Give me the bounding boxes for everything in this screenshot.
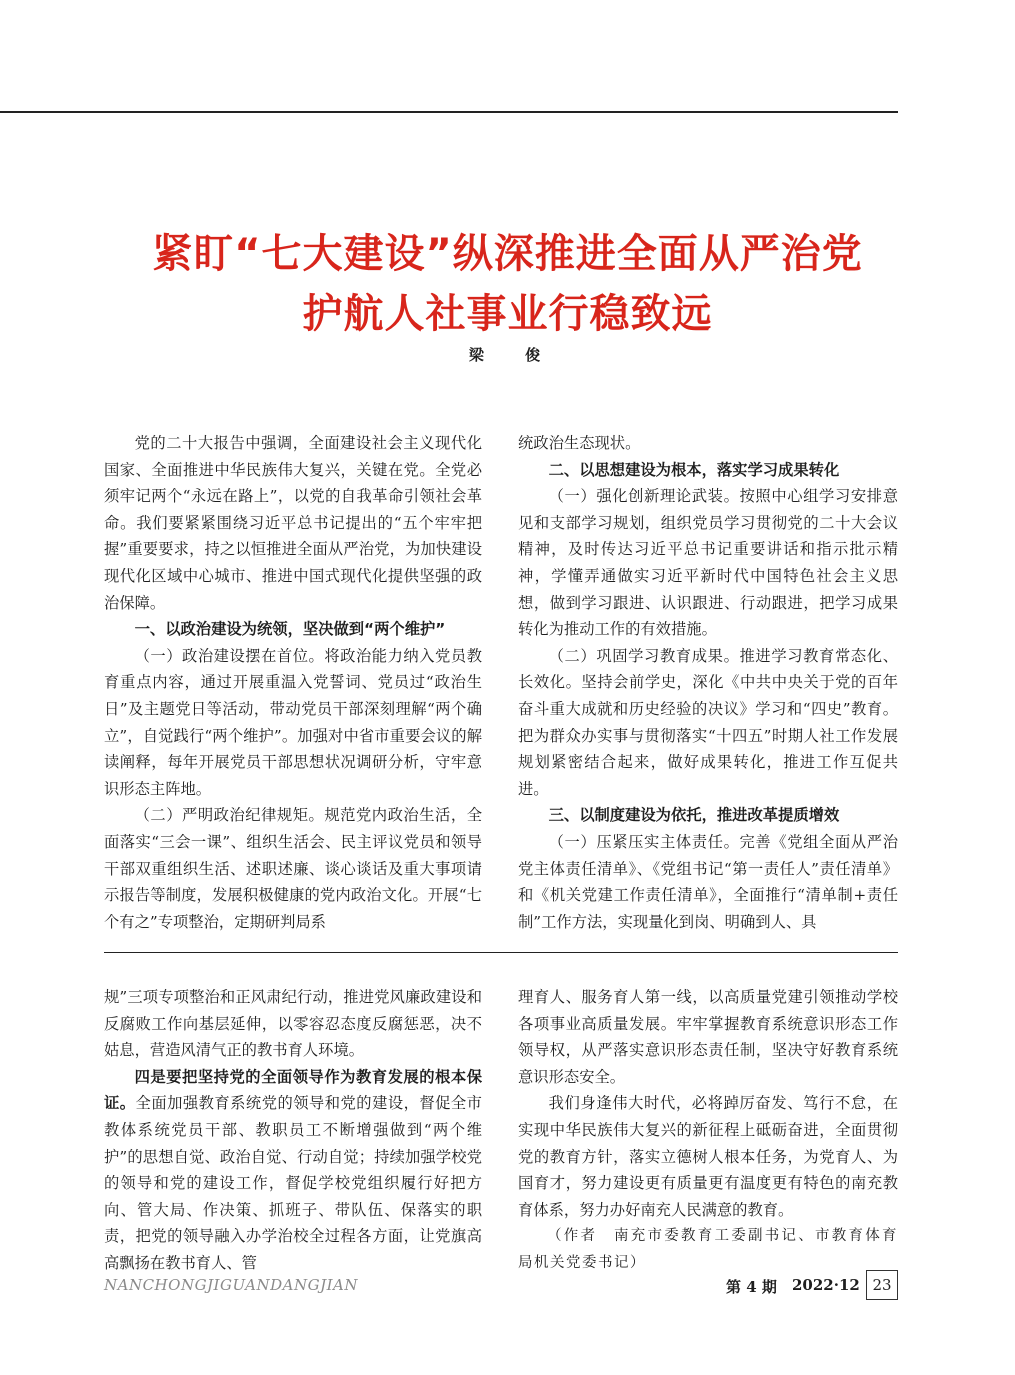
issue-number: 第 4 期 [726, 1278, 777, 1296]
section-heading: 一、以政治建设为统领，坚决做到“两个维护” [134, 620, 446, 639]
article-author: 梁 俊 [468, 346, 559, 364]
paragraph: 党的二十大报告中强调，全面建设社会主义现代化国家、全面推进中华民族伟大复兴，关键在党。全党必须牢记两个“永远在路上”，以党的自我革命引领社会革命。我们要紧紧围绕习近平总书记提出的“五个牢牢把握”重要要求，持之以恒推进全面从严治党，为加快建设现代化区域中心城市、推进中国式现代化提供坚强的政治保障。 [104, 434, 482, 612]
paragraph: （一）压紧压实主体责任。完善《党组全面从严治党主体责任清单》、《党组书记“第一责任人”责任清单》和《机关党建工作责任清单》，全面推行“清单制+责任制”工作方法，实现量化到岗、明确到人、具 [518, 832, 898, 931]
paragraph [104, 1064, 482, 1277]
paragraph: （二）严明政治纪律规矩。规范党内政治生活，全面落实“三会一课”、组织生活会、民主评议党员和领导干部双重组织生活、述职述廉、谈心谈话及重大事项请示报告等制度，发展积极健康的党内政治文化。开展“七个有之”专项整治，定期研判局系 [104, 806, 482, 931]
article-title-line1: 紧盯“七大建设”纵深推进全面从严治党 [152, 231, 863, 277]
section-divider [104, 952, 898, 953]
paragraph: （一）强化创新理论武装。按照中心组学习安排意见和支部学习规划，组织党员学习贯彻党的二十大会议精神，及时传达习近平总书记重要讲话和指示批示精神，学懂弄通做实习近平新时代中国特色社会主义思想，做到学习跟进、认识跟进、行动跟进，把学习成果转化为推动工作的有效措施。 [518, 487, 898, 639]
page-number: 23 [866, 1270, 898, 1300]
paragraph-lead: 四是要把坚持党的全面领导作为教育发展的根本保证。 [104, 1067, 482, 1113]
author-signature: （作者 南充市委教育工委副书记、市教育体育局机关党委书记） [518, 1228, 898, 1271]
top-rule [0, 111, 898, 113]
section-heading: 三、以制度建设为依托，推进改革提质增效 [548, 806, 840, 825]
paragraph: 统政治生态现状。 [518, 434, 641, 452]
paragraph: （二）巩固学习教育成果。推进学习教育常态化、长效化。坚持会前学史，深化《中共中央关于党的百年奋斗重大成就和历史经验的决议》学习和“四史”教育。把为群众办实事与贯彻落实“十四五”时期人社工作发展规划紧密结合起来，做好成果转化，推进工作互促共进。 [518, 646, 898, 798]
lower-left-column [104, 984, 482, 1277]
paragraph: （一）政治建设摆在首位。将政治能力纳入党员教育重点内容，通过开展重温入党誓词、党员过“政治生日”及主题党日等活动，带动党员干部深刻理解“两个确立”，自觉践行“两个维护”。加强对中省市重要会议的解读阐释，每年开展党员干部思想状况调研分析，守牢意识形态主阵地。 [104, 646, 482, 798]
paragraph-body: 全面加强教育系统党的领导和党的建设，督促全市教体系统党员干部、教职员工不断增强做到“两个维护”的思想自觉、政治自觉、行动自觉；持续加强学校党的领导和党的建设工作，督促学校党组织履行好把方向、管大局、作决策、抓班子、带队伍、保落实的职责，把党的领导融入办学治校全过程各方面，让党旗高高飘扬在教书育人、管 [104, 1094, 482, 1272]
upper-left-column [104, 430, 482, 935]
lower-right-column [518, 984, 898, 1277]
paragraph: 我们身逢伟大时代，必将踔厉奋发、笃行不怠，在实现中华民族伟大复兴的新征程上砥砺奋进，全面贯彻党的教育方针，落实立德树人根本任务，为党育人、为国育才，努力建设更有质量更有温度更有特色的南充教育体系，努力办好南充人民满意的教育。 [518, 1094, 898, 1219]
journal-name: NANCHONGJIGUANDANGJIAN [104, 1276, 358, 1294]
section-heading: 二、以思想建设为根本，落实学习成果转化 [548, 460, 840, 479]
issue-date: 2022·12 [792, 1276, 860, 1294]
paragraph: 规”三项专项整治和正风肃纪行动，推进党风廉政建设和反腐败工作向基层延伸，以零容忍态度反腐惩恶，决不姑息，营造风清气正的教书育人环境。 [104, 988, 482, 1060]
upper-right-column [518, 430, 898, 935]
article-title-line2: 护航人社事业行稳致远 [302, 291, 713, 337]
paragraph: 理育人、服务育人第一线，以高质量党建引领推动学校各项事业高质量发展。牢牢掌握教育系统意识形态工作领导权，从严落实意识形态责任制，坚决守好教育系统意识形态安全。 [518, 988, 898, 1086]
